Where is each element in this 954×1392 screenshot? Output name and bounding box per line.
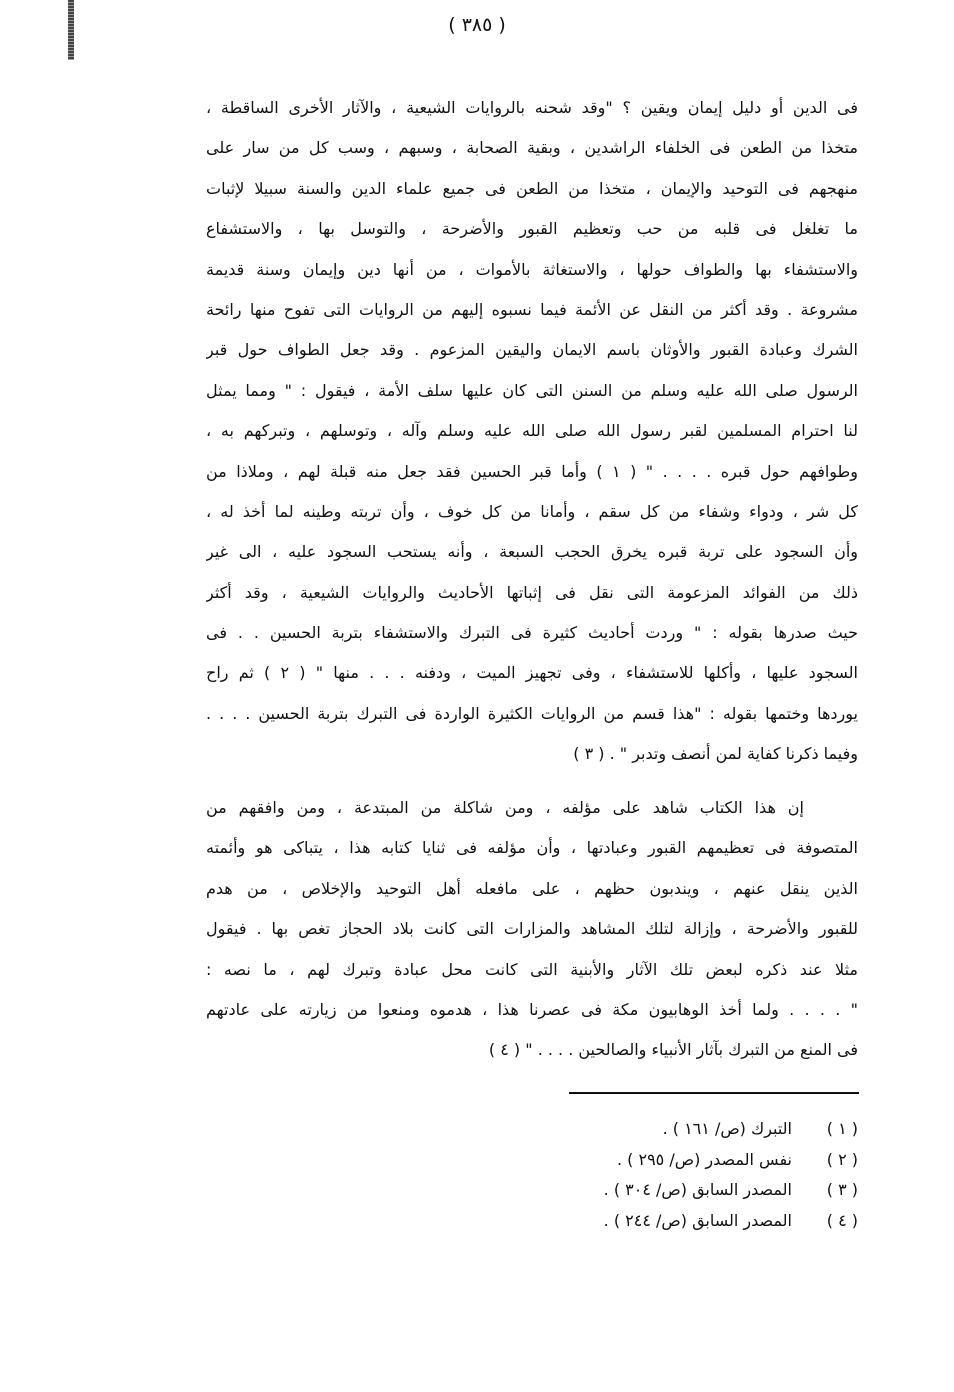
footnote-number: ( ٤ ) [826, 1210, 858, 1230]
text-line: وفيما ذكرنا كفاية لمن أنصف وتدبر " . ( ٣ ) [573, 744, 858, 764]
page-number: ( ٣٨٥ ) [448, 14, 506, 36]
text-line: كل شر ، ودواء وشفاء من كل سقم ، وأمانا من كل خوف ، وأن تربته وطينه لما أخذ له ، [206, 501, 858, 521]
text-line: يوردها وختمها بقوله : "هذا قسم من الروايات الكثيرة الواردة فى التبرك بتربة الحسين . . . . [206, 703, 858, 723]
text-line: المتصوفة فى تعظيمهم القبور وعبادتها ، وأن مؤلفه فى ثنايا كتابه هذا ، يتباكى هو وأئمته [206, 838, 858, 858]
footnote-number: ( ٢ ) [826, 1149, 858, 1169]
footnote-text: المصدر السابق (ص/ ٣٠٤ ) . [603, 1180, 792, 1199]
text-line: ذلك من الفوائد المزعومة التى نقل فى إثباتها الأحاديث والروايات الشيعية ، وقد أكثر [206, 582, 858, 602]
text-line: ما تغلغل فى قلبه من حب وتعظيم القبور والأضرحة ، والتوسل بها ، والاستشفاع [206, 219, 858, 239]
text-line: وطوافهم حول قبره . . . . " ( ١ ) وأما قبر الحسين فقد جعل منه قبلة لهم ، وملاذا من [206, 461, 858, 481]
footnote-item [500, 1114, 858, 1145]
footnote-number: ( ١ ) [826, 1119, 858, 1138]
paragraph-2 [206, 788, 858, 1071]
text-line: إن هذا الكتاب شاهد على مؤلفه ، ومن شاكلة من المبتدعة ، ومن وافقهم من [206, 798, 804, 817]
footnotes [500, 1114, 858, 1236]
text-line: وأن السجود على تربة قبره يخرق الحجب السبعة ، وأنه يستحب السجود عليه ، الى غير [206, 542, 858, 562]
footnote-item [500, 1145, 858, 1176]
text-line: والاستشفاء بها والطواف حولها ، والاستغاثة بالأموات ، من أنها دين وإيمان وسنة قديمة [206, 259, 858, 279]
text-line: متخذا من الطعن فى الخلفاء الراشدين ، وبقية الصحابة ، وسبهم ، وسب كل من سار على [206, 138, 858, 158]
text-line: الرسول صلى الله عليه وسلم من السنن التى كان عليها سلف الأمة ، فيقول : " ومما يمثل [206, 380, 858, 400]
footnote-text: المصدر السابق (ص/ ٢٤٤ ) . [603, 1210, 792, 1230]
text-line: منهجهم فى التوحيد والإيمان ، متخذا من الطعن فى جميع علماء الدين والسنة سبيلا لإثبات [206, 178, 858, 198]
footnote-divider [569, 1092, 859, 1094]
text-line: " . . . . ولما أخذ الوهابيون مكة فى عصرنا هذا ، هدموه ومنعوا من زيارته على عادتهم [206, 999, 858, 1019]
text-line: لنا احترام المسلمين لقبر رسول الله صلى الله عليه وسلم وآله ، وتوسلهم ، وتبركهم به ، [206, 421, 858, 441]
text-line: فى المنع من التبرك بآثار الأنبياء والصالحين . . . . " ( ٤ ) [488, 1040, 858, 1060]
text-line: مشروعة . وقد أكثر من النقل عن الأئمة فيما نسبوه إليهم من الروايات التى تفوح منها رائحة [206, 299, 858, 319]
paragraph-1 [206, 88, 858, 775]
footnote-text: التبرك (ص/ ١٦١ ) . [662, 1119, 792, 1138]
footnote-number: ( ٣ ) [826, 1180, 858, 1199]
text-line: مثلا عند ذكره لبعض تلك الآثار والأبنية التى كانت محل عبادة وتبرك لهم ، ما نصه : [206, 959, 858, 979]
footnote-item [500, 1206, 858, 1237]
text-line: فى الدين أو دليل إيمان ويقين ؟ "وقد شحنه بالروايات الشيعية ، والآثار الأخرى الساقطة ، [206, 98, 858, 117]
text-line: للقبور والأضرحة ، وإزالة لتلك المشاهد والمزارات التى كانت بلاد الحجاز تغص بها . فيقول [206, 919, 858, 939]
footnote-item [500, 1175, 858, 1206]
text-line: السجود عليها ، وأكلها للاستشفاء ، وفى تجهيز الميت ، ودفنه . . . منها " ( ٢ ) ثم راح [206, 663, 858, 683]
footnote-text: نفس المصدر (ص/ ٢٩٥ ) . [616, 1149, 792, 1169]
text-line: حيث صدرها بقوله : " وردت أحاديث كثيرة فى التبرك والاستشفاء بتربة الحسين . . فى [206, 623, 858, 643]
text-line: الذين ينقل عنهم ، ويندبون حظهم ، على مافعله أهل التوحيد والإخلاص ، من هدم [206, 878, 858, 898]
text-line: الشرك وعبادة القبور والأوثان باسم الايمان واليقين المزعوم . وقد جعل الطواف حول قبر [206, 340, 858, 360]
